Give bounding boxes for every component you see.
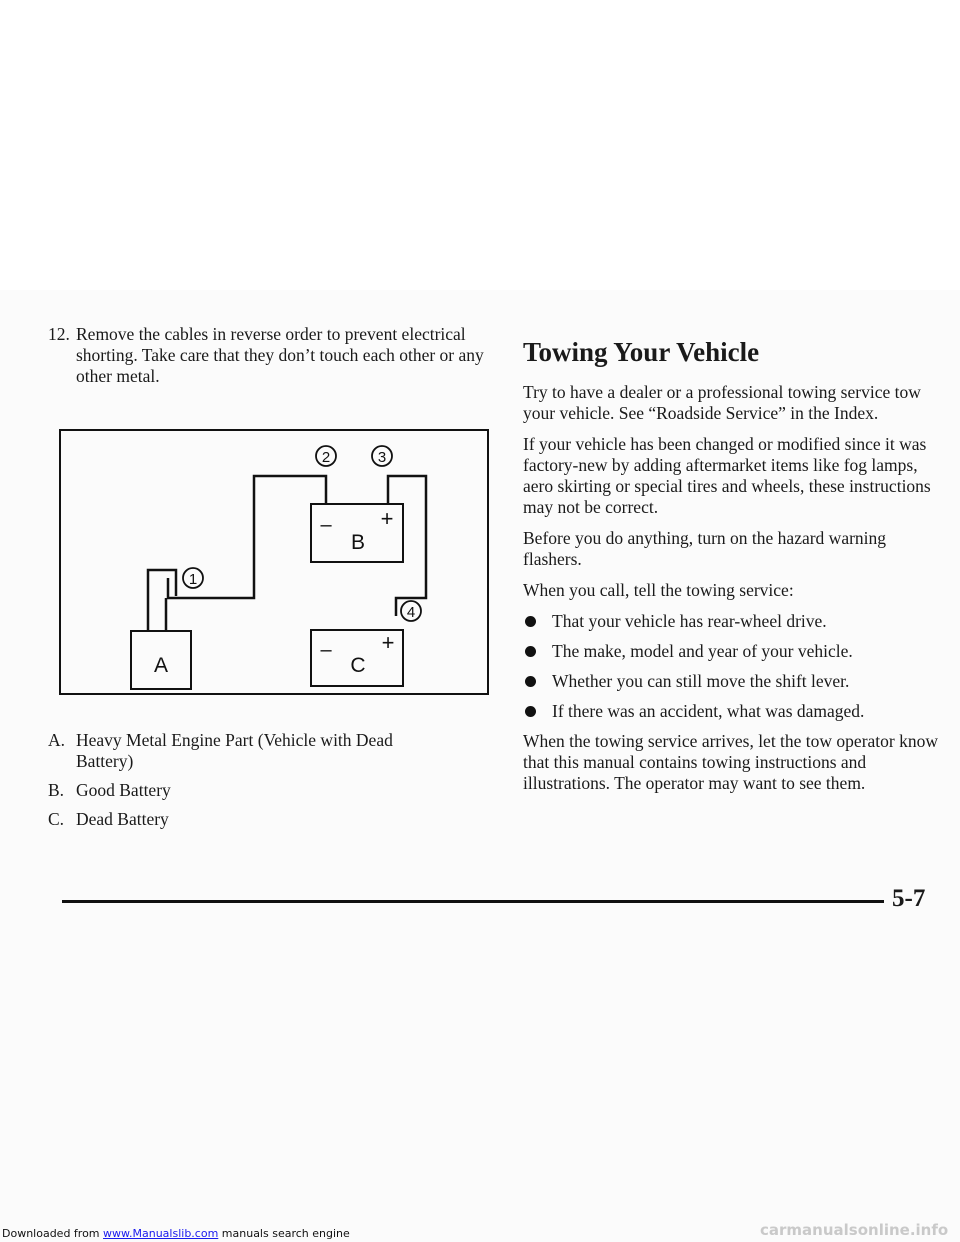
paragraph-arrival: When the towing service arrives, let the tow operator know that this manual contains towing instructions and illustrations. The operator may want to see them. xyxy=(523,731,939,793)
box-a-label: A xyxy=(153,654,169,677)
bullet-icon xyxy=(525,616,536,627)
battery-c-label: C xyxy=(350,654,366,677)
bullet-icon xyxy=(525,676,536,687)
list-item-text: The make, model and year of your vehicle. xyxy=(552,641,853,661)
cable-3 xyxy=(388,476,426,616)
manualslib-link[interactable]: www.Manualslib.com xyxy=(103,1227,219,1240)
cables xyxy=(148,476,426,631)
battery-b-plus: + xyxy=(380,506,394,531)
diagram-legend xyxy=(48,730,448,838)
footer-rule xyxy=(62,900,884,903)
legend-text: Heavy Metal Engine Part (Vehicle with Dead Battery) xyxy=(76,730,393,771)
callout-1 xyxy=(183,568,203,588)
list-item xyxy=(523,611,943,632)
step-text: Remove the cables in reverse order to prevent electrical shorting. Take care that they don’t touch each other or any other metal. xyxy=(76,324,484,386)
towing-section xyxy=(523,336,943,804)
step-number: 12. xyxy=(48,324,70,344)
paragraph-dealer: Try to have a dealer or a professional towing service tow your vehicle. See “Roadside Service” in the Index. xyxy=(523,382,921,423)
page-number: 5-7 xyxy=(892,885,926,912)
battery-c-plus: + xyxy=(381,630,395,655)
step-12 xyxy=(48,324,488,387)
call-info-list xyxy=(523,611,943,722)
legend-item-b xyxy=(48,780,448,801)
diagram-frame xyxy=(60,430,488,694)
callout-4 xyxy=(401,601,421,621)
paragraph-hazard: Before you do anything, turn on the hazard warning flashers. xyxy=(523,528,887,569)
list-item xyxy=(523,671,943,692)
download-watermark xyxy=(2,1227,350,1240)
callout-3 xyxy=(372,446,392,466)
bullet-icon xyxy=(525,646,536,657)
battery-b-minus: – xyxy=(320,514,332,536)
paragraph-modified: If your vehicle has been changed or modified since it was factory-new by adding aftermarket items like fog lamps, aero skirting or special tires and wheels, these instructions may not be correct. xyxy=(523,434,931,517)
list-item-text: That your vehicle has rear-wheel drive. xyxy=(552,611,827,631)
site-watermark: carmanualsonline.info xyxy=(760,1221,949,1239)
callout-4-label: 4 xyxy=(406,604,416,621)
list-item xyxy=(523,701,943,722)
legend-letter: B. xyxy=(48,780,65,800)
legend-text: Dead Battery xyxy=(76,809,169,829)
section-title: Towing Your Vehicle xyxy=(523,337,760,367)
callout-1-label: 1 xyxy=(188,571,198,588)
battery-b-label: B xyxy=(350,531,366,554)
legend-letter: C. xyxy=(48,809,65,829)
list-item-text: If there was an accident, what was damaged. xyxy=(552,701,865,721)
legend-item-a xyxy=(48,730,448,772)
callout-2 xyxy=(316,446,336,466)
legend-item-c xyxy=(48,809,448,830)
watermark-prefix: Downloaded from xyxy=(2,1227,100,1240)
legend-text: Good Battery xyxy=(76,780,171,800)
list-item-text: Whether you can still move the shift lever. xyxy=(552,671,850,691)
battery-c-minus: – xyxy=(320,639,332,661)
paragraph-call: When you call, tell the towing service: xyxy=(523,580,794,600)
callout-3-label: 3 xyxy=(377,449,387,466)
callout-2-label: 2 xyxy=(321,449,331,466)
a-clamp xyxy=(148,570,176,631)
watermark-suffix: manuals search engine xyxy=(221,1227,350,1240)
legend-letter: A. xyxy=(48,730,66,750)
jump-start-diagram xyxy=(58,428,490,696)
bullet-icon xyxy=(525,706,536,717)
list-item xyxy=(523,641,943,662)
